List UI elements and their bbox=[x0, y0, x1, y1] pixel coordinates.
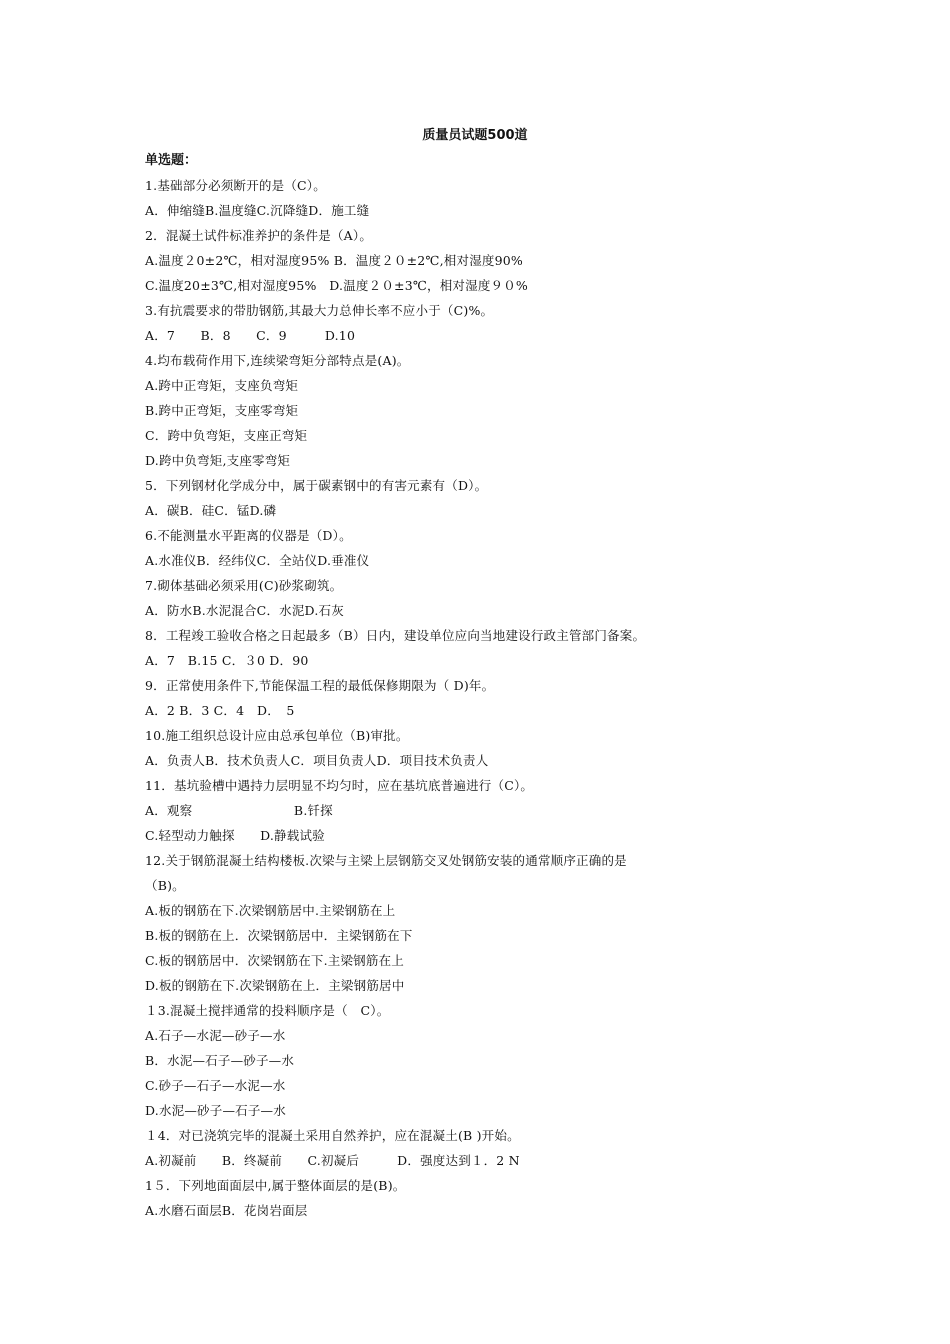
text-line: B．水泥—石子—砂子—水 bbox=[145, 1053, 295, 1068]
text-line: B.跨中正弯矩，支座零弯矩 bbox=[145, 403, 299, 418]
document-title: 质量员试题500道 bbox=[422, 128, 528, 143]
text-line: A．碳B．硅C．锰D.磷 bbox=[145, 503, 277, 518]
text-line: C.轻型动力触探 D.静载试验 bbox=[145, 828, 325, 843]
text-line: A．负责人B．技术负责人C．项目负责人D．项目技术负责人 bbox=[145, 753, 489, 768]
text-line: A.温度２0±2℃，相对湿度95% B．温度２０±2℃,相对湿度90% bbox=[145, 253, 523, 268]
text-line: C.砂子—石子—水泥—水 bbox=[145, 1078, 286, 1093]
text-line: 6.不能测量水平距离的仪器是（D）。 bbox=[145, 528, 352, 543]
text-line: A.水磨石面层B．花岗岩面层 bbox=[145, 1203, 308, 1218]
text-line: 4.均布载荷作用下,连续梁弯矩分部特点是(A)。 bbox=[145, 353, 410, 368]
text-line: 10.施工组织总设计应由总承包单位（B)审批。 bbox=[145, 728, 409, 743]
text-line: 12.关于钢筋混凝土结构楼板.次梁与主梁上层钢筋交叉处钢筋安装的通常顺序正确的是 bbox=[145, 853, 627, 868]
text-line: A．防水B.水泥混合C．水泥D.石灰 bbox=[145, 603, 344, 618]
text-line: 8．工程竣工验收合格之日起最多（B）日内，建设单位应向当地建设行政主管部门备案。 bbox=[145, 628, 646, 643]
text-line: A．7 B.15 C．３0 D．90 bbox=[145, 653, 309, 668]
text-line: D.跨中负弯矩,支座零弯矩 bbox=[145, 453, 291, 468]
text-line: A.初凝前 B．终凝前 C.初凝后 D．强度达到１．2 N bbox=[145, 1153, 520, 1168]
section-heading: 单选题： bbox=[145, 153, 198, 168]
text-line: A.石子—水泥—砂子—水 bbox=[145, 1028, 286, 1043]
text-line: C.板的钢筋居中．次梁钢筋在下.主梁钢筋在上 bbox=[145, 953, 404, 968]
text-line: １3.混凝土搅拌通常的投料顺序是（ C）。 bbox=[145, 1003, 390, 1018]
text-line: A．7 B．8 C．9 D.10 bbox=[145, 328, 356, 343]
text-line: 1５．下列地面面层中,属于整体面层的是(B)。 bbox=[145, 1178, 406, 1193]
text-line: （B)。 bbox=[145, 878, 185, 893]
text-line: 11．基坑验槽中遇持力层明显不均匀时，应在基坑底普遍进行（C）。 bbox=[145, 778, 534, 793]
text-line: D.板的钢筋在下.次梁钢筋在上．主梁钢筋居中 bbox=[145, 978, 405, 993]
text-line: A.水准仪B．经纬仪C．全站仪D.垂准仪 bbox=[145, 553, 370, 568]
text-line: A．观察 B.钎探 bbox=[145, 803, 333, 818]
text-line: A．2 B．3 C．4 D． 5 bbox=[145, 703, 295, 718]
text-line: 1.基础部分必须断开的是（C）。 bbox=[145, 178, 326, 193]
text-line: A.跨中正弯矩，支座负弯矩 bbox=[145, 378, 299, 393]
text-line: C．跨中负弯矩，支座正弯矩 bbox=[145, 428, 308, 443]
text-line: １4．对已浇筑完毕的混凝土采用自然养护，应在混凝土(B )开始。 bbox=[145, 1128, 520, 1143]
text-line: 5．下列钢材化学成分中，属于碳素钢中的有害元素有（D）。 bbox=[145, 478, 488, 493]
text-line: D.水泥—砂子—石子—水 bbox=[145, 1103, 286, 1118]
text-line: 9．正常使用条件下,节能保温工程的最低保修期限为（ D)年。 bbox=[145, 678, 495, 693]
text-line: A．伸缩缝B.温度缝C.沉降缝D．施工缝 bbox=[145, 203, 370, 218]
question-list bbox=[145, 176, 825, 1226]
text-line: 2．混凝土试件标准养护的条件是（A）。 bbox=[145, 228, 373, 243]
text-line: C.温度20±3℃,相对湿度95% D.温度２０±3℃，相对湿度９０% bbox=[145, 278, 529, 293]
text-line: 7.砌体基础必须采用(C)砂浆砌筑。 bbox=[145, 578, 343, 593]
text-line: A.板的钢筋在下.次梁钢筋居中.主梁钢筋在上 bbox=[145, 903, 396, 918]
text-line: B.板的钢筋在上．次梁钢筋居中．主梁钢筋在下 bbox=[145, 928, 413, 943]
text-line: 3.有抗震要求的带肋钢筋,其最大力总伸长率不应小于（C)%。 bbox=[145, 303, 494, 318]
